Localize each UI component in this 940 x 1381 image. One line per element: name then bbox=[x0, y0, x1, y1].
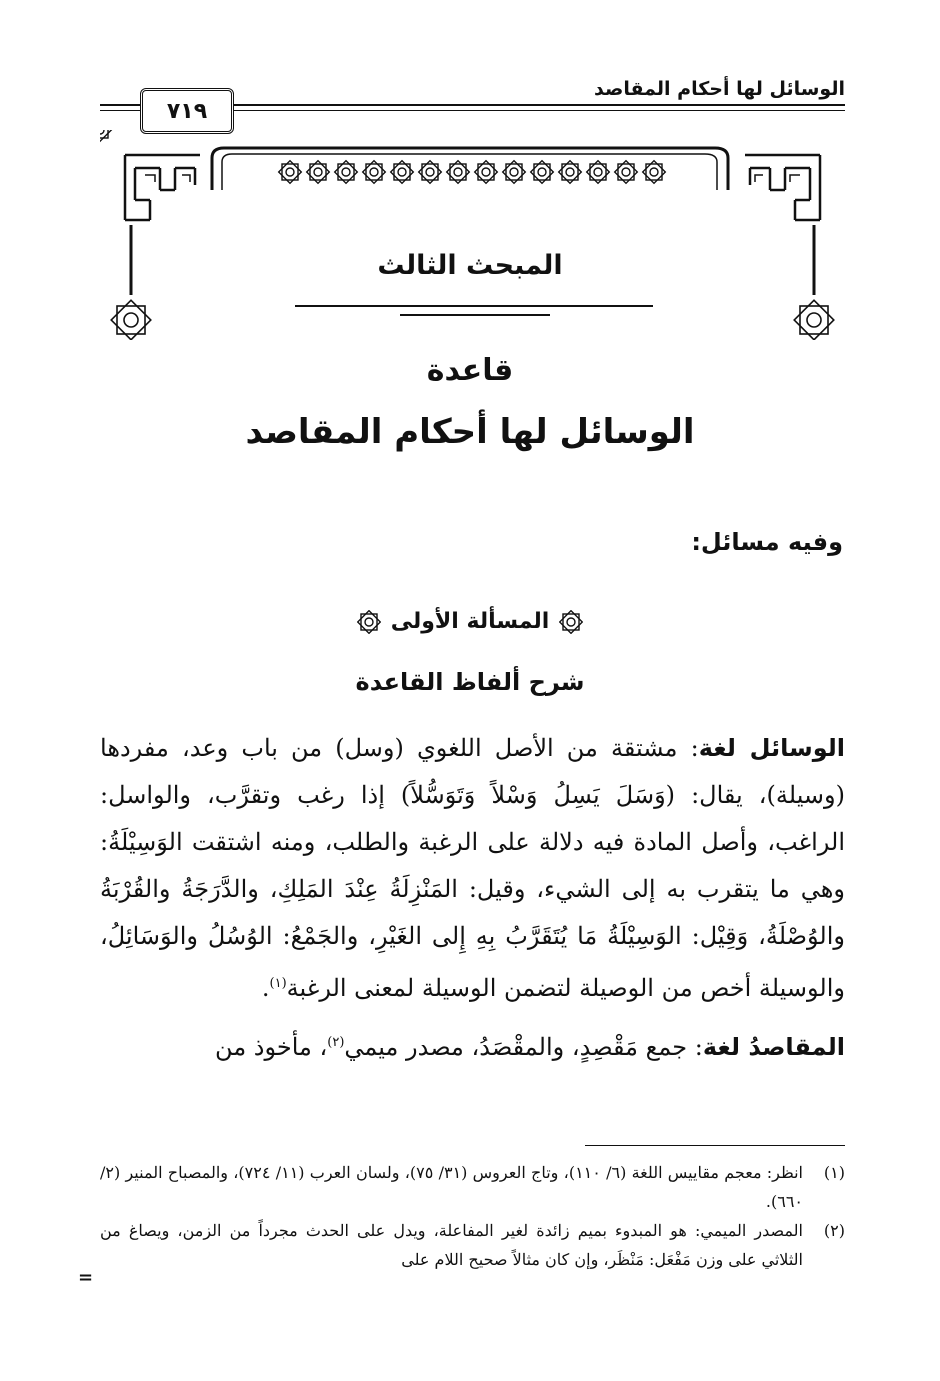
star-chain-icon bbox=[100, 130, 111, 141]
page-number: ٧١٩ bbox=[140, 88, 234, 134]
footnote-ref[interactable]: (٢) bbox=[327, 1035, 345, 1050]
rule-label: قاعدة bbox=[426, 353, 514, 388]
section-rule-short bbox=[400, 314, 550, 316]
footnote-number: (٢) bbox=[823, 1221, 845, 1240]
question-title: المسألة الأولى bbox=[390, 609, 550, 634]
footnote-text: انظر: معجم مقاييس اللغة (٦/ ١١٠)، وتاج العروس (٣١/ ٧٥)، ولسان العرب (١١/ ٧٢٤)، والمصباح المنير (٢/ ٦٦٠). bbox=[100, 1163, 804, 1211]
right-corner-star-icon bbox=[794, 300, 834, 340]
star-ornament-icon bbox=[357, 610, 381, 634]
term-wasail: الوسائل لغة bbox=[698, 734, 845, 762]
section-ornament-frame bbox=[100, 130, 845, 340]
left-meander-ornament-icon bbox=[125, 155, 200, 220]
question-heading bbox=[0, 609, 940, 634]
rule-title: الوسائل لها أحكام المقاصد bbox=[245, 412, 695, 452]
left-corner-star-icon bbox=[111, 300, 151, 340]
paragraph-maqasid bbox=[100, 1019, 845, 1071]
body-text bbox=[100, 725, 845, 1071]
footnote-ref[interactable]: (١) bbox=[269, 976, 287, 991]
paragraph-wasail bbox=[100, 725, 845, 1012]
footnote-rule bbox=[585, 1145, 845, 1146]
issues-intro: وفيه مسائل: bbox=[691, 528, 843, 556]
term-maqasid: المقاصدُ لغة bbox=[702, 1033, 845, 1061]
star-ornament-icon bbox=[559, 610, 583, 634]
footnotes bbox=[100, 1158, 845, 1274]
question-subtitle: شرح ألفاظ القاعدة bbox=[355, 668, 585, 696]
footnote-number: (١) bbox=[823, 1163, 845, 1182]
section-rule bbox=[295, 305, 653, 307]
paragraph-text: : مشتقة من الأصل اللغوي (وسل) من باب وعد، مفردها (وسيلة)، يقال: (وَسَلَ يَسِلُ وَسْلاً وَتَوَسُّلاً) إذا رغب وتقرَّب، والواسل: الراغب، وأصل المادة فيه دلالة على الرغبة والطلب، ومنه اشتقت الوَسِيْلَةُ: وهي ما يتقرب به إلى الشيء، وقيل: المَنْزِلَةُ عِنْدَ المَلِكِ، والدَّرَجَةُ والقُرْبَةُ والوُصْلَةُ، وَقِيْل: الوَسِيْلَةُ مَا يُتَقَرَّبُ بِهِ إِلى الغَيْرِ، والجَمْعُ: الوُسُلُ والوَسَائِلُ، والوسيلة أخص من الوصيلة لتضمن الوسيلة لمعنى الرغبة bbox=[100, 734, 845, 1002]
footnote-text: المصدر الميمي: هو المبدوء بميم زائدة لغير المفاعلة، ويدل على الحدث مجرداً من الزمن، ويصاغ من الثلاثي على وزن مَفْعَل: مَنْظَر، وإن كان مثالاً صحيح اللام على bbox=[100, 1221, 803, 1269]
footnote-item bbox=[100, 1216, 845, 1274]
punctuation: . bbox=[261, 974, 270, 1002]
right-meander-ornament-icon bbox=[745, 155, 820, 220]
running-header-title: الوسائل لها أحكام المقاصد bbox=[594, 78, 845, 100]
footnote-continuation-mark: = bbox=[78, 1267, 94, 1288]
footnote-item bbox=[100, 1158, 845, 1216]
section-heading: المبحث الثالث bbox=[377, 250, 563, 281]
paragraph-text-tail: ، مأخوذ من bbox=[215, 1033, 328, 1061]
paragraph-text: : جمع مَقْصِدٍ، والمقْصَدُ، مصدر ميمي bbox=[344, 1033, 703, 1061]
